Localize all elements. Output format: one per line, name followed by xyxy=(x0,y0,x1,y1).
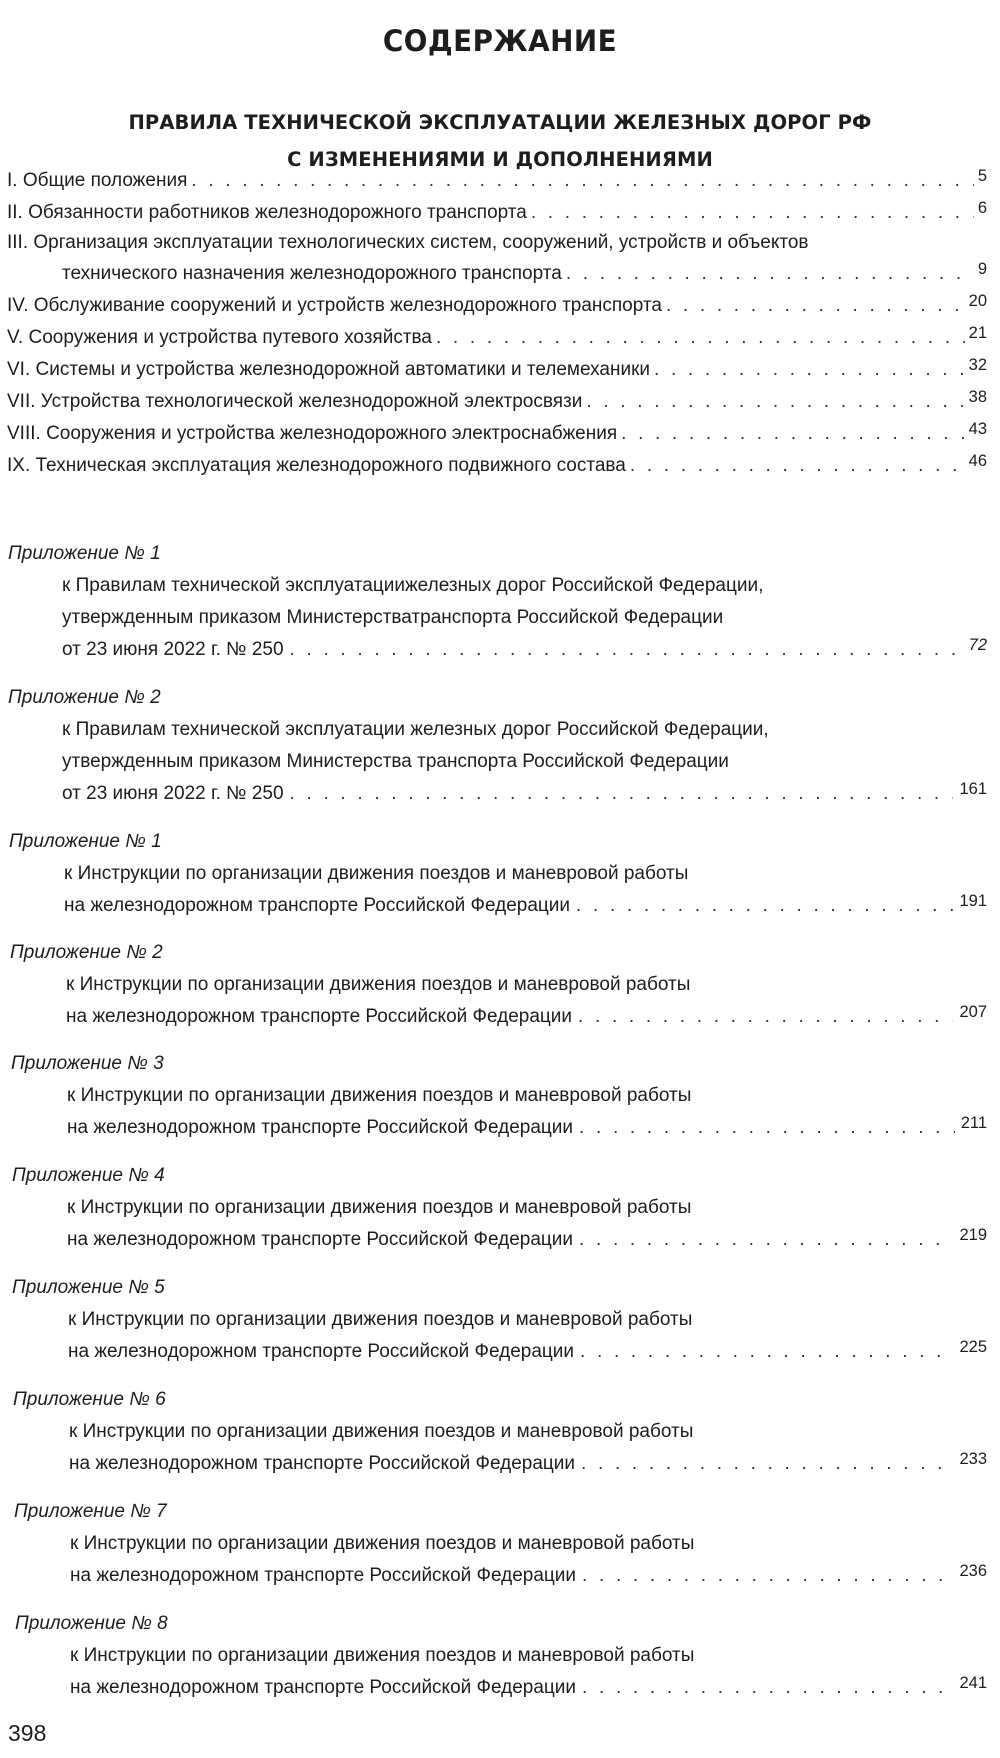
appendix-heading: Приложение № 8 xyxy=(15,1613,168,1634)
toc-entry-section-3-line-1: III. Организация эксплуатации технологических систем, сооружений, устройств и объектов xyxy=(7,232,809,253)
appendix-heading: Приложение № 3 xyxy=(11,1053,164,1074)
toc-entry-page: 46 xyxy=(968,452,987,470)
leader-dots xyxy=(576,894,953,918)
toc-entry-text: на железнодорожном транспорте Российской Федерации xyxy=(69,1453,576,1474)
toc-entry-page: 191 xyxy=(959,892,987,910)
leader-dots xyxy=(580,1340,953,1364)
toc-entry-instruction-appendix-1 xyxy=(64,894,987,918)
leader-dots xyxy=(586,390,964,414)
toc-entry-page: 241 xyxy=(959,1674,987,1692)
toc-entry-page: 207 xyxy=(959,1003,987,1021)
toc-entry-text: VIII. Сооружения и устройства железнодорожного электроснабжения xyxy=(7,423,618,444)
toc-entry-section-7 xyxy=(7,390,987,414)
toc-entry-text: на железнодорожном транспорте Российской Федерации xyxy=(70,1565,577,1586)
toc-entry-appendix-2 xyxy=(62,782,987,806)
toc-entry-page: 9 xyxy=(977,260,987,278)
toc-entry-section-6 xyxy=(7,358,987,382)
toc-entry-page: 161 xyxy=(959,780,987,798)
toc-entry-page: 21 xyxy=(968,324,987,342)
toc-entry-text: I. Общие положения xyxy=(7,170,188,191)
appendix-line: утвержденным приказом Министерства транспорта Российской Федерации xyxy=(62,751,729,772)
appendix-heading: Приложение № 4 xyxy=(12,1165,165,1186)
toc-entry-page: 236 xyxy=(959,1562,987,1580)
toc-entry-instruction-appendix-3 xyxy=(67,1116,987,1140)
appendix-line: к Инструкции по организации движения поездов и маневровой работы xyxy=(70,1533,695,1554)
toc-entry-page: 72 xyxy=(968,636,987,654)
appendix-line: к Инструкции по организации движения поездов и маневровой работы xyxy=(66,974,691,995)
appendix-heading: Приложение № 2 xyxy=(10,942,163,963)
toc-entry-text: IV. Обслуживание сооружений и устройств железнодорожного транспорта xyxy=(7,295,662,316)
toc-entry-section-8 xyxy=(7,422,987,446)
toc-entry-page: 38 xyxy=(968,388,987,406)
toc-entry-section-1 xyxy=(7,169,987,193)
toc-entry-page: 219 xyxy=(959,1226,987,1244)
leader-dots xyxy=(290,638,963,662)
leader-dots xyxy=(531,201,974,225)
leader-dots xyxy=(666,294,965,318)
appendix-line: к Инструкции по организации движения поездов и маневровой работы xyxy=(69,1421,694,1442)
appendix-heading: Приложение № 7 xyxy=(14,1501,167,1522)
subtitle-line-1: ПРАВИЛА ТЕХНИЧЕСКОЙ ЭКСПЛУАТАЦИИ ЖЕЛЕЗНЫХ ДОРОГ РФ xyxy=(128,111,872,134)
toc-entry-instruction-appendix-2 xyxy=(66,1005,987,1029)
appendix-line: к Инструкции по организации движения поездов и маневровой работы xyxy=(64,863,689,884)
leader-dots xyxy=(582,1676,953,1700)
toc-entry-page: 211 xyxy=(960,1114,987,1132)
leader-dots xyxy=(566,262,974,286)
appendix-heading: Приложение № 1 xyxy=(8,543,161,564)
toc-entry-instruction-appendix-7 xyxy=(70,1564,987,1588)
leader-dots xyxy=(581,1452,953,1476)
subtitle-line-2: С ИЗМЕНЕНИЯМИ И ДОПОЛНЕНИЯМИ xyxy=(287,148,713,171)
toc-entry-instruction-appendix-6 xyxy=(69,1452,987,1476)
leader-dots xyxy=(582,1564,953,1588)
leader-dots xyxy=(579,1228,953,1252)
toc-entry-text: на железнодорожном транспорте Российской Федерации xyxy=(66,1006,573,1027)
toc-entry-appendix-1 xyxy=(62,638,987,662)
appendix-line: к Правилам технической эксплуатациижелезных дорог Российской Федерации, xyxy=(62,575,764,596)
appendix-line: к Инструкции по организации движения поездов и маневровой работы xyxy=(67,1085,692,1106)
appendix-line: к Инструкции по организации движения поездов и маневровой работы xyxy=(67,1197,692,1218)
toc-entry-text: на железнодорожном транспорте Российской Федерации xyxy=(67,1229,574,1250)
toc-entry-text: на железнодорожном транспорте Российской Федерации xyxy=(68,1341,575,1362)
toc-entry-page: 225 xyxy=(959,1338,987,1356)
toc-entry-section-9 xyxy=(7,454,987,478)
toc-entry-text: VI. Системы и устройства железнодорожной автоматики и телемеханики xyxy=(7,359,651,380)
toc-entry-instruction-appendix-8 xyxy=(70,1676,987,1700)
appendix-line: утвержденным приказом Министерстватранспорта Российской Федерации xyxy=(62,607,724,628)
leader-dots xyxy=(654,358,965,382)
appendix-heading: Приложение № 1 xyxy=(9,831,162,852)
toc-entry-section-5 xyxy=(7,326,987,350)
appendix-heading: Приложение № 5 xyxy=(12,1277,165,1298)
toc-entry-text: на железнодорожном транспорте Российской Федерации xyxy=(64,895,571,916)
toc-entry-text: от 23 июня 2022 г. № 250 xyxy=(62,783,284,804)
toc-entry-text: VII. Устройства технологической железнодорожной электросвязи xyxy=(7,391,583,412)
page-title: СОДЕРЖАНИЕ xyxy=(382,24,618,58)
appendix-line: к Инструкции по организации движения поездов и маневровой работы xyxy=(70,1645,695,1666)
appendix-line: к Инструкции по организации движения поездов и маневровой работы xyxy=(68,1309,693,1330)
toc-entry-instruction-appendix-4 xyxy=(67,1228,987,1252)
toc-entry-text: на железнодорожном транспорте Российской Федерации xyxy=(67,1117,574,1138)
toc-entry-section-3 xyxy=(62,262,987,286)
toc-entry-text: технического назначения железнодорожного транспорта xyxy=(62,263,562,284)
toc-entry-section-4 xyxy=(7,294,987,318)
leader-dots xyxy=(290,782,954,806)
leader-dots xyxy=(578,1005,953,1029)
toc-entry-page: 43 xyxy=(968,420,987,438)
appendix-line: к Правилам технической эксплуатации железных дорог Российской Федерации, xyxy=(62,719,769,740)
toc-entry-page: 5 xyxy=(977,167,987,185)
leader-dots xyxy=(436,326,965,350)
toc-entry-text: от 23 июня 2022 г. № 250 xyxy=(62,639,284,660)
page-number: 398 xyxy=(8,1720,47,1746)
leader-dots xyxy=(191,169,973,193)
toc-entry-text: V. Сооружения и устройства путевого хозяйства xyxy=(7,327,432,348)
toc-entry-page: 20 xyxy=(968,292,987,310)
leader-dots xyxy=(621,422,965,446)
appendix-heading: Приложение № 6 xyxy=(13,1389,166,1410)
toc-entry-page: 32 xyxy=(968,356,987,374)
toc-entry-section-2 xyxy=(7,201,987,225)
appendix-heading: Приложение № 2 xyxy=(8,687,161,708)
leader-dots xyxy=(630,454,965,478)
toc-entry-page: 233 xyxy=(959,1450,987,1468)
leader-dots xyxy=(579,1116,955,1140)
toc-entry-text: на железнодорожном транспорте Российской Федерации xyxy=(70,1677,577,1698)
toc-entry-page: 6 xyxy=(977,199,987,217)
toc-entry-instruction-appendix-5 xyxy=(68,1340,987,1364)
toc-entry-text: IX. Техническая эксплуатация железнодорожного подвижного состава xyxy=(7,455,626,476)
toc-entry-text: II. Обязанности работников железнодорожного транспорта xyxy=(7,202,527,223)
